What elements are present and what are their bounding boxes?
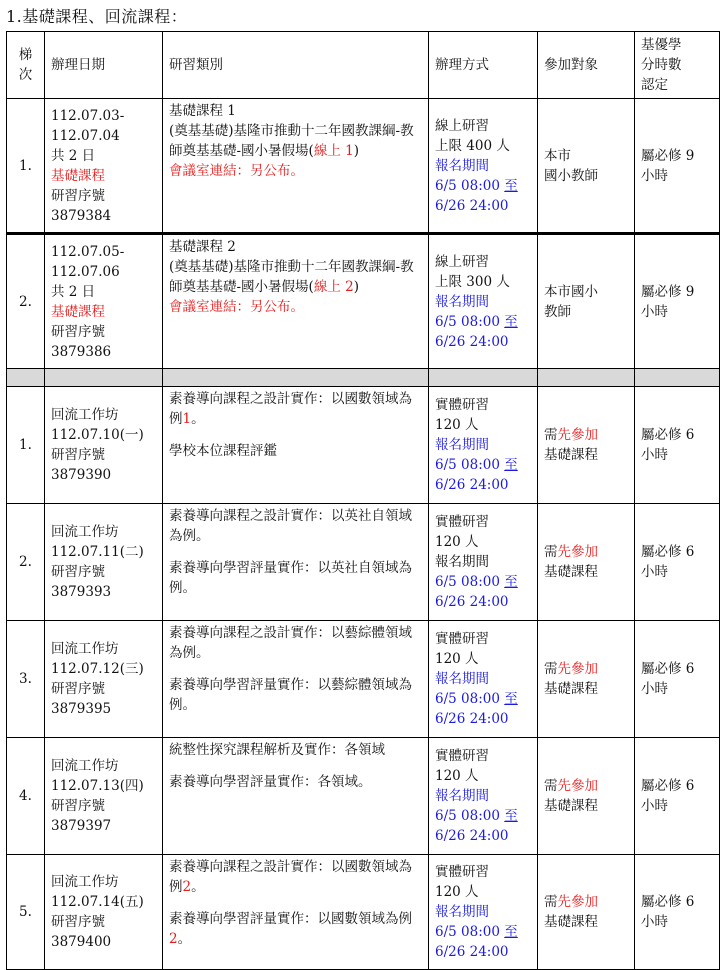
row-no: 1.: [7, 99, 45, 234]
row-method: 實體研習 120 人 報名期間 6/5 08:00 至 6/26 24:00: [429, 621, 538, 738]
row-date: 回流工作坊 112.07.10(一) 研習序號 3879390: [45, 387, 163, 504]
row-method: 實體研習 120 人 報名期間 6/5 08:00 至 6/26 24:00: [429, 855, 538, 970]
row-category: 基礎課程 1 (奠基基礎)基隆市推動十二年國教課綱-教師奠基基礎-國小暑假場(線上 1) 會議室連結：另公布。: [163, 99, 429, 234]
row-no: 2.: [7, 234, 45, 369]
row-target: 需先參加 基礎課程: [538, 621, 635, 738]
meeting-link-note: 會議室連結：另公布。: [169, 299, 304, 315]
row-no: 5.: [7, 855, 45, 970]
row-target: 需先參加 基礎課程: [538, 387, 635, 504]
header-credit: 基優學 分時數 認定: [635, 32, 720, 99]
table-row: [7, 504, 720, 621]
header-target: 參加對象: [538, 32, 635, 99]
row-method: 實體研習 120 人 報名期間 6/5 08:00 至 6/26 24:00: [429, 738, 538, 855]
row-no: 4.: [7, 738, 45, 855]
row-target: 需先參加 基礎課程: [538, 504, 635, 621]
table-row: [7, 621, 720, 738]
row-category: 素養導向課程之設計實作：以國數領域為例1。 學校本位課程評鑑: [163, 387, 429, 504]
meeting-link-note: 會議室連結：另公布。: [169, 163, 304, 179]
row-category: 統整性探究課程解析及實作：各領域 素養導向學習評量實作：各領域。: [163, 738, 429, 855]
row-credit: 屬必修 6 小時: [635, 855, 720, 970]
section-divider: [7, 369, 720, 387]
page-title: 1.基礎課程、回流課程：: [6, 7, 188, 26]
row-category: 素養導向課程之設計實作：以藝綜體領域為例。 素養導向學習評量實作：以藝綜體領域為例。: [163, 621, 429, 738]
table-row: [7, 855, 720, 970]
row-method: 線上研習 上限 300 人 報名期間 6/5 08:00 至 6/26 24:00: [429, 234, 538, 369]
row-credit: 屬必修 6 小時: [635, 738, 720, 855]
row-target: 本市國小 教師: [538, 234, 635, 369]
header-no: 梯 次: [7, 32, 45, 99]
row-method: 線上研習 上限 400 人 報名期間 6/5 08:00 至 6/26 24:00: [429, 99, 538, 234]
header-method: 辦理方式: [429, 32, 538, 99]
row-category: 素養導向課程之設計實作：以國數領域為例2。 素養導向學習評量實作：以國數領域為例2。: [163, 855, 429, 970]
header-row: [7, 32, 720, 99]
row-no: 3.: [7, 621, 45, 738]
row-no: 2.: [7, 504, 45, 621]
row-credit: 屬必修 9 小時: [635, 234, 720, 369]
row-credit: 屬必修 6 小時: [635, 621, 720, 738]
header-date: 辦理日期: [45, 32, 163, 99]
row-date: 112.07.05- 112.07.06 共 2 日 基礎課程 研習序號 3879386: [45, 234, 163, 369]
row-target: 需先參加 基礎課程: [538, 855, 635, 970]
row-credit: 屬必修 6 小時: [635, 504, 720, 621]
row-date: 回流工作坊 112.07.11(二) 研習序號 3879393: [45, 504, 163, 621]
course-table: [6, 31, 720, 970]
table-row: [7, 99, 720, 234]
row-date: 回流工作坊 112.07.14(五) 研習序號 3879400: [45, 855, 163, 970]
row-target: 需先參加 基礎課程: [538, 738, 635, 855]
row-date: 回流工作坊 112.07.13(四) 研習序號 3879397: [45, 738, 163, 855]
course-tag: 基礎課程: [51, 303, 105, 320]
row-target: 本市 國小教師: [538, 99, 635, 234]
row-category: 素養導向課程之設計實作：以英社自領域為例。 素養導向學習評量實作：以英社自領域為例。: [163, 504, 429, 621]
row-method: 實體研習 120 人 報名期間 6/5 08:00 至 6/26 24:00: [429, 387, 538, 504]
row-credit: 屬必修 6 小時: [635, 387, 720, 504]
row-date: 112.07.03- 112.07.04 共 2 日 基礎課程 研習序號 3879384: [45, 99, 163, 234]
table-row: [7, 738, 720, 855]
row-no: 1.: [7, 387, 45, 504]
course-tag: 基礎課程: [51, 167, 105, 184]
row-category: 基礎課程 2 (奠基基礎)基隆市推動十二年國教課綱-教師奠基基礎-國小暑假場(線上 2) 會議室連結：另公布。: [163, 234, 429, 369]
table-row: [7, 387, 720, 504]
row-date: 回流工作坊 112.07.12(三) 研習序號 3879395: [45, 621, 163, 738]
table-row: [7, 234, 720, 369]
row-credit: 屬必修 9 小時: [635, 99, 720, 234]
row-method: 實體研習 120 人 報名期間 6/5 08:00 至 6/26 24:00: [429, 504, 538, 621]
header-category: 研習類別: [163, 32, 429, 99]
